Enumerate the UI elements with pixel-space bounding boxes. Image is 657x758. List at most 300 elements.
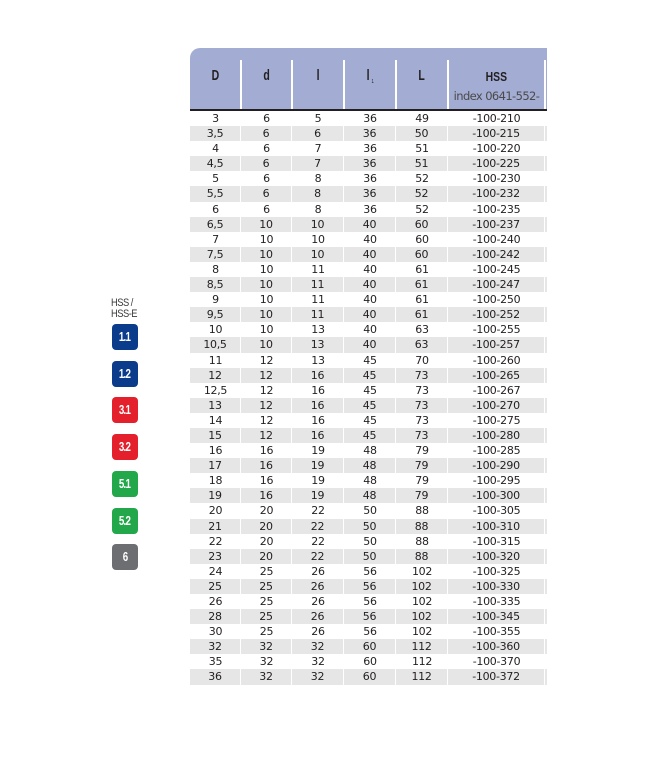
- cell-L: 112: [411, 655, 433, 669]
- cell-l1: 40: [344, 247, 396, 262]
- header-label: l: [366, 67, 370, 84]
- cell-l: 10: [311, 232, 325, 246]
- cell-l: 26: [311, 564, 325, 578]
- cell-l: 13: [311, 353, 325, 367]
- cell-hss-index: -100-210: [472, 112, 521, 125]
- cell-D: 13: [190, 398, 241, 413]
- cell-l1: 36: [344, 126, 396, 141]
- cell-l: 32: [292, 669, 344, 684]
- cell-hss-index: -100-232: [448, 186, 545, 201]
- cell-l: 8: [314, 202, 322, 216]
- cell-l: 32: [311, 655, 325, 669]
- row-edge: [545, 141, 547, 156]
- table-row: [190, 609, 547, 624]
- badge-1-1: [112, 324, 138, 350]
- row-edge: [545, 639, 547, 654]
- cell-l: 22: [311, 504, 325, 518]
- header-cell-l: [292, 48, 344, 109]
- cell-d: 20: [259, 504, 274, 518]
- cell-d: 12: [259, 353, 274, 367]
- table-row: [190, 488, 547, 503]
- cell-l1: 36: [344, 186, 396, 201]
- cell-hss-index: -100-370: [472, 655, 521, 669]
- cell-hss-index: -100-257: [448, 337, 545, 352]
- row-edge: [545, 202, 547, 217]
- cell-D: 11: [208, 353, 223, 367]
- cell-l1: 50: [344, 519, 396, 534]
- cell-D: 14: [208, 413, 223, 427]
- cell-d: 32: [241, 639, 292, 654]
- cell-L: 102: [411, 595, 433, 608]
- cell-l: 5: [314, 112, 322, 125]
- cell-L: 73: [396, 398, 448, 413]
- cell-l1: 45: [363, 353, 377, 367]
- header-label: d: [263, 67, 270, 84]
- cell-l1: 40: [344, 277, 396, 292]
- cell-D: 22: [208, 534, 223, 548]
- cell-L: 102: [411, 564, 433, 578]
- cell-hss-index: -100-330: [448, 579, 545, 594]
- row-edge: [545, 473, 547, 488]
- row-edge: [545, 398, 547, 413]
- cell-l1: 45: [344, 398, 396, 413]
- cell-l: 11: [292, 277, 344, 292]
- badge-label: 6: [122, 549, 128, 564]
- cell-l1: 48: [363, 474, 377, 488]
- cell-l1: 36: [363, 112, 377, 125]
- cell-hss-index: -100-255: [472, 323, 521, 337]
- cell-hss-index: -100-360: [448, 639, 545, 654]
- cell-L: 70: [415, 353, 429, 367]
- table-row: [190, 654, 547, 669]
- cell-d: 10: [241, 247, 292, 262]
- row-edge: [545, 443, 547, 458]
- cell-hss-index: -100-355: [472, 625, 521, 639]
- cell-L: 49: [415, 112, 429, 125]
- cell-l1: 45: [344, 368, 396, 383]
- cell-L: 52: [415, 172, 429, 186]
- row-edge: [545, 564, 547, 579]
- badge-3-1: [112, 397, 138, 423]
- cell-l: 26: [311, 595, 325, 608]
- cell-D: 7: [212, 232, 219, 246]
- cell-d: 12: [241, 398, 292, 413]
- table-row: [190, 398, 547, 413]
- badge-3-2: [112, 434, 138, 460]
- cell-hss-index: -100-315: [472, 534, 521, 548]
- cell-l: 7: [292, 156, 344, 171]
- row-edge: [545, 488, 547, 503]
- row-edge: [545, 368, 547, 383]
- cell-d: 12: [241, 368, 292, 383]
- cell-D: 3: [212, 112, 219, 125]
- cell-D: 36: [190, 669, 241, 684]
- cell-D: 8: [212, 262, 219, 276]
- cell-D: 9: [212, 293, 219, 307]
- header-index-label: index 0641-552-: [453, 89, 540, 103]
- cell-D: 8,5: [190, 277, 241, 292]
- header-cell-L: [396, 48, 448, 109]
- cell-L: 88: [415, 534, 429, 548]
- table-row: [190, 534, 547, 549]
- cell-L: 52: [415, 202, 429, 216]
- cell-l1: 56: [363, 595, 377, 608]
- row-edge: [545, 307, 547, 322]
- cell-l: 26: [311, 625, 325, 639]
- table-row: [190, 353, 547, 368]
- cell-D: 24: [208, 564, 223, 578]
- cell-d: 25: [259, 595, 274, 608]
- cell-d: 25: [241, 609, 292, 624]
- cell-l1: 40: [363, 232, 377, 246]
- cell-l: 6: [292, 126, 344, 141]
- cell-d: 25: [241, 579, 292, 594]
- table-row: [190, 368, 547, 383]
- cell-hss-index: -100-237: [448, 217, 545, 232]
- cell-l: 7: [314, 142, 322, 156]
- row-edge: [545, 126, 547, 141]
- cell-l1: 36: [344, 156, 396, 171]
- cell-l: 19: [292, 488, 344, 503]
- cell-L: 73: [415, 383, 429, 397]
- badge-label: 1.2: [119, 366, 131, 381]
- row-edge: [545, 624, 547, 639]
- cell-d: 12: [241, 428, 292, 443]
- row-edge: [545, 156, 547, 171]
- cell-L: 51: [415, 142, 429, 156]
- cell-hss-index: -100-280: [448, 428, 545, 443]
- cell-l: 16: [311, 413, 325, 427]
- row-edge: [545, 579, 547, 594]
- material-label: [111, 298, 145, 320]
- cell-hss-index: -100-305: [472, 504, 521, 518]
- table-row: [190, 262, 547, 277]
- cell-hss-index: -100-215: [448, 126, 545, 141]
- table-row: [190, 292, 547, 307]
- cell-hss-index: -100-260: [472, 353, 521, 367]
- cell-d: 20: [241, 549, 292, 564]
- cell-d: 10: [241, 337, 292, 352]
- cell-D: 15: [190, 428, 241, 443]
- cell-D: 32: [190, 639, 241, 654]
- cell-L: 50: [396, 126, 448, 141]
- badge-5-1: [112, 471, 138, 497]
- cell-hss-index: -100-230: [472, 172, 521, 186]
- cell-l: 22: [292, 549, 344, 564]
- cell-l: 10: [292, 247, 344, 262]
- cell-D: 10: [208, 323, 223, 337]
- cell-D: 12,5: [203, 383, 228, 397]
- cell-hss-index: -100-235: [472, 202, 521, 216]
- row-edge: [545, 353, 547, 368]
- cell-D: 9,5: [190, 307, 241, 322]
- cell-D: 35: [208, 655, 223, 669]
- cell-l1: 40: [363, 323, 377, 337]
- cell-l1: 60: [344, 669, 396, 684]
- row-edge: [545, 503, 547, 518]
- cell-hss-index: -100-310: [448, 519, 545, 534]
- cell-l: 13: [292, 337, 344, 352]
- header-label: HSS: [485, 69, 508, 84]
- cell-d: 12: [259, 413, 274, 427]
- table-row: [190, 322, 547, 337]
- cell-D: 23: [190, 549, 241, 564]
- cell-l1: 40: [344, 217, 396, 232]
- table-row: [190, 428, 547, 443]
- cell-hss-index: -100-247: [448, 277, 545, 292]
- header-label: l: [316, 67, 320, 84]
- table-row: [190, 443, 547, 458]
- cell-l1: 56: [344, 579, 396, 594]
- badge-label: 5.1: [119, 476, 131, 491]
- table-row: [190, 564, 547, 579]
- cell-l: 8: [292, 186, 344, 201]
- cell-d: 32: [241, 669, 292, 684]
- row-edge: [545, 594, 547, 609]
- cell-d: 6: [263, 172, 270, 186]
- cell-l1: 48: [344, 488, 396, 503]
- cell-D: 20: [208, 504, 223, 518]
- cell-l: 11: [311, 293, 325, 307]
- header-subscript: 1: [371, 79, 374, 85]
- row-edge: [545, 669, 547, 684]
- row-edge: [545, 519, 547, 534]
- material-label-line: HSS-E: [111, 308, 138, 320]
- table-row: [190, 141, 547, 156]
- cell-L: 73: [396, 428, 448, 443]
- cell-d: 10: [241, 277, 292, 292]
- cell-L: 88: [396, 519, 448, 534]
- cell-L: 102: [396, 579, 448, 594]
- cell-hss-index: -100-267: [472, 383, 521, 397]
- row-edge: [545, 232, 547, 247]
- cell-l: 11: [311, 262, 325, 276]
- cell-l1: 40: [344, 307, 396, 322]
- cell-L: 88: [396, 549, 448, 564]
- cell-L: 60: [396, 247, 448, 262]
- cell-d: 10: [241, 307, 292, 322]
- cell-hss-index: -100-290: [448, 458, 545, 473]
- cell-D: 3,5: [190, 126, 241, 141]
- badge-label: 3.2: [119, 439, 131, 454]
- cell-hss-index: -100-295: [472, 474, 521, 488]
- cell-l1: 50: [363, 504, 377, 518]
- cell-L: 73: [396, 368, 448, 383]
- table-row: [190, 247, 547, 262]
- cell-d: 10: [259, 323, 274, 337]
- cell-l1: 36: [363, 172, 377, 186]
- cell-l1: 36: [363, 202, 377, 216]
- cell-d: 10: [259, 262, 274, 276]
- table-row: [190, 126, 547, 141]
- cell-d: 6: [241, 156, 292, 171]
- cell-hss-index: -100-372: [448, 669, 545, 684]
- row-edge: [545, 549, 547, 564]
- badge-5-2: [112, 508, 138, 534]
- table-row: [190, 186, 547, 201]
- cell-l1: 48: [344, 458, 396, 473]
- cell-D: 16: [208, 444, 223, 458]
- cell-d: 6: [241, 186, 292, 201]
- table-row: [190, 579, 547, 594]
- row-edge: [545, 277, 547, 292]
- cell-L: 60: [396, 217, 448, 232]
- cell-l1: 40: [344, 337, 396, 352]
- badge-1-2: [112, 361, 138, 387]
- cell-hss-index: -100-225: [448, 156, 545, 171]
- cell-l: 16: [311, 383, 325, 397]
- cell-l1: 45: [344, 428, 396, 443]
- cell-l1: 48: [363, 444, 377, 458]
- cell-d: 16: [241, 488, 292, 503]
- cell-hss-index: -100-300: [448, 488, 545, 503]
- cell-D: 12: [190, 368, 241, 383]
- cell-L: 61: [396, 307, 448, 322]
- cell-l: 22: [292, 519, 344, 534]
- table-row: [190, 624, 547, 639]
- table-row: [190, 171, 547, 186]
- badge-label: 1.1: [119, 329, 131, 344]
- row-edge: [545, 186, 547, 201]
- cell-L: 102: [396, 609, 448, 624]
- cell-hss-index: -100-270: [448, 398, 545, 413]
- table-row: [190, 549, 547, 564]
- table-row: [190, 232, 547, 247]
- row-edge: [545, 413, 547, 428]
- cell-D: 6,5: [190, 217, 241, 232]
- table-row: [190, 594, 547, 609]
- row-edge: [545, 217, 547, 232]
- table-row: [190, 473, 547, 488]
- cell-D: 26: [208, 595, 223, 608]
- cell-l1: 56: [363, 625, 377, 639]
- cell-l1: 40: [363, 262, 377, 276]
- badge-label: 3.1: [119, 402, 131, 417]
- cell-hss-index: -100-245: [472, 262, 521, 276]
- cell-l: 16: [292, 368, 344, 383]
- cell-D: 10,5: [190, 337, 241, 352]
- cell-d: 32: [259, 655, 274, 669]
- cell-d: 6: [263, 112, 270, 125]
- cell-L: 63: [415, 323, 429, 337]
- cell-L: 79: [396, 458, 448, 473]
- cell-l: 10: [292, 217, 344, 232]
- cell-L: 52: [396, 186, 448, 201]
- cell-d: 10: [259, 293, 274, 307]
- cell-D: 6: [212, 202, 219, 216]
- cell-L: 112: [396, 639, 448, 654]
- cell-l: 11: [292, 307, 344, 322]
- cell-L: 73: [415, 413, 429, 427]
- table-body: [190, 111, 547, 685]
- table-row: [190, 111, 547, 126]
- header-cell-d: [241, 48, 292, 109]
- cell-hss-index: -100-345: [448, 609, 545, 624]
- cell-d: 16: [241, 458, 292, 473]
- cell-l: 26: [292, 609, 344, 624]
- cell-L: 79: [415, 444, 429, 458]
- cell-D: 5,5: [190, 186, 241, 201]
- table-row: [190, 669, 547, 684]
- cell-d: 25: [259, 625, 274, 639]
- cell-hss-index: -100-240: [472, 232, 521, 246]
- row-edge: [545, 534, 547, 549]
- cell-D: 17: [190, 458, 241, 473]
- table-row: [190, 202, 547, 217]
- cell-L: 61: [396, 277, 448, 292]
- cell-l: 8: [314, 172, 322, 186]
- cell-l: 32: [292, 639, 344, 654]
- cell-l1: 60: [344, 639, 396, 654]
- cell-l: 16: [292, 428, 344, 443]
- cell-hss-index: -100-275: [472, 413, 521, 427]
- table-row: [190, 307, 547, 322]
- header-label: D: [211, 67, 220, 84]
- row-edge: [545, 458, 547, 473]
- cell-hss-index: -100-335: [472, 595, 521, 608]
- cell-L: 88: [415, 504, 429, 518]
- row-edge: [545, 609, 547, 624]
- cell-D: 30: [208, 625, 223, 639]
- cell-hss-index: -100-220: [472, 142, 521, 156]
- dimension-table: [190, 48, 547, 685]
- cell-hss-index: -100-252: [448, 307, 545, 322]
- cell-D: 4: [212, 142, 219, 156]
- cell-l1: 50: [363, 534, 377, 548]
- cell-d: 20: [259, 534, 274, 548]
- row-edge: [545, 322, 547, 337]
- cell-hss-index: -100-265: [448, 368, 545, 383]
- cell-d: 16: [259, 444, 274, 458]
- table-row: [190, 639, 547, 654]
- cell-d: 10: [259, 232, 274, 246]
- table-row: [190, 337, 547, 352]
- row-edge: [545, 171, 547, 186]
- cell-d: 20: [241, 519, 292, 534]
- cell-l: 22: [311, 534, 325, 548]
- cell-l: 26: [292, 579, 344, 594]
- cell-d: 6: [263, 142, 270, 156]
- cell-hss-index: -100-320: [448, 549, 545, 564]
- cell-l1: 45: [363, 413, 377, 427]
- cell-L: 61: [415, 262, 429, 276]
- cell-d: 16: [259, 474, 274, 488]
- row-edge: [545, 247, 547, 262]
- cell-hss-index: -100-250: [472, 293, 521, 307]
- cell-hss-index: -100-285: [472, 444, 521, 458]
- cell-l: 13: [311, 323, 325, 337]
- row-edge: [545, 292, 547, 307]
- cell-L: 60: [415, 232, 429, 246]
- cell-l1: 36: [363, 142, 377, 156]
- cell-D: 19: [190, 488, 241, 503]
- cell-L: 79: [415, 474, 429, 488]
- cell-D: 25: [190, 579, 241, 594]
- cell-l1: 45: [363, 383, 377, 397]
- header-label: L: [418, 67, 426, 84]
- row-edge: [545, 111, 547, 126]
- table-row: [190, 156, 547, 171]
- row-edge: [545, 262, 547, 277]
- cell-l1: 60: [363, 655, 377, 669]
- cell-l1: 56: [363, 564, 377, 578]
- cell-hss-index: -100-325: [472, 564, 521, 578]
- material-label-line: HSS /: [111, 297, 133, 309]
- cell-L: 79: [396, 488, 448, 503]
- cell-D: 4,5: [190, 156, 241, 171]
- cell-L: 112: [396, 669, 448, 684]
- cell-l1: 50: [344, 549, 396, 564]
